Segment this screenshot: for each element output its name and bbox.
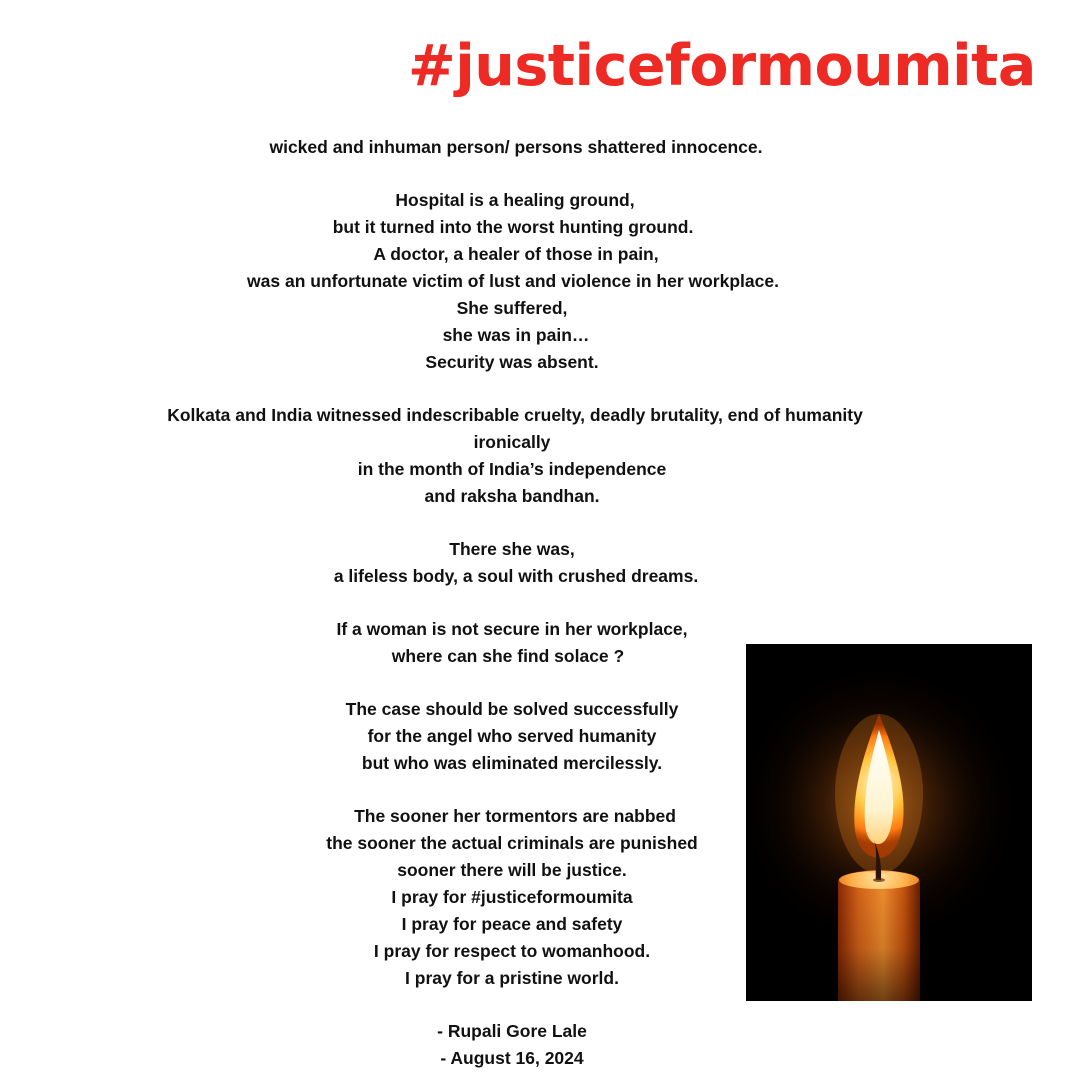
poem-line: There she was, — [449, 539, 575, 559]
poem-line: - Rupali Gore Lale — [437, 1021, 587, 1041]
poem-line: in the month of India’s independence — [357, 459, 667, 479]
poem-line: sooner there will be justice. — [397, 860, 627, 880]
poem-line: - August 16, 2024 — [440, 1048, 584, 1068]
poem-line: wicked and inhuman person/ persons shattered innocence. — [269, 137, 763, 157]
poem-line: I pray for #justiceformoumita — [391, 887, 633, 907]
stanza-break — [30, 161, 996, 187]
poem-line: and raksha bandhan. — [424, 486, 600, 506]
poem-line: but who was eliminated mercilessly. — [361, 753, 663, 773]
poem-line: I pray for respect to womanhood. — [373, 941, 651, 961]
poem-line: I pray for a pristine world. — [405, 968, 619, 988]
poem-line: was an unfortunate victim of lust and violence in her workplace. — [247, 271, 779, 291]
candle-icon — [746, 644, 1032, 1001]
poem-line: The case should be solved successfully — [345, 699, 679, 719]
poem-line: Kolkata and India witnessed indescribable cruelty, deadly brutality, end of humanity — [167, 405, 863, 425]
poem-line: Hospital is a healing ground, — [395, 190, 635, 210]
poem-line: She suffered, — [456, 298, 568, 318]
poem-line: If a woman is not secure in her workplace, — [336, 619, 688, 639]
hashtag-title: #justiceformoumita — [408, 33, 1036, 99]
poem-line: but it turned into the worst hunting ground. — [332, 217, 694, 237]
poem-line: she was in pain… — [442, 325, 590, 345]
poem-line: The sooner her tormentors are nabbed — [354, 806, 676, 826]
poem-line: A doctor, a healer of those in pain, — [373, 244, 659, 264]
poem-line: I pray for peace and safety — [401, 914, 623, 934]
stanza-break — [30, 590, 996, 616]
poem-line: the sooner the actual criminals are punished — [326, 833, 698, 853]
poem-line: a lifeless body, a soul with crushed dreams. — [333, 566, 699, 586]
poem-line: for the angel who served humanity — [367, 726, 657, 746]
stanza-break — [30, 510, 996, 536]
poem-line: Security was absent. — [425, 352, 599, 372]
poem-line: where can she find solace ? — [391, 646, 625, 666]
stanza-break — [30, 376, 996, 402]
candle-photo — [746, 644, 1032, 1001]
poem-line: ironically — [473, 432, 551, 452]
